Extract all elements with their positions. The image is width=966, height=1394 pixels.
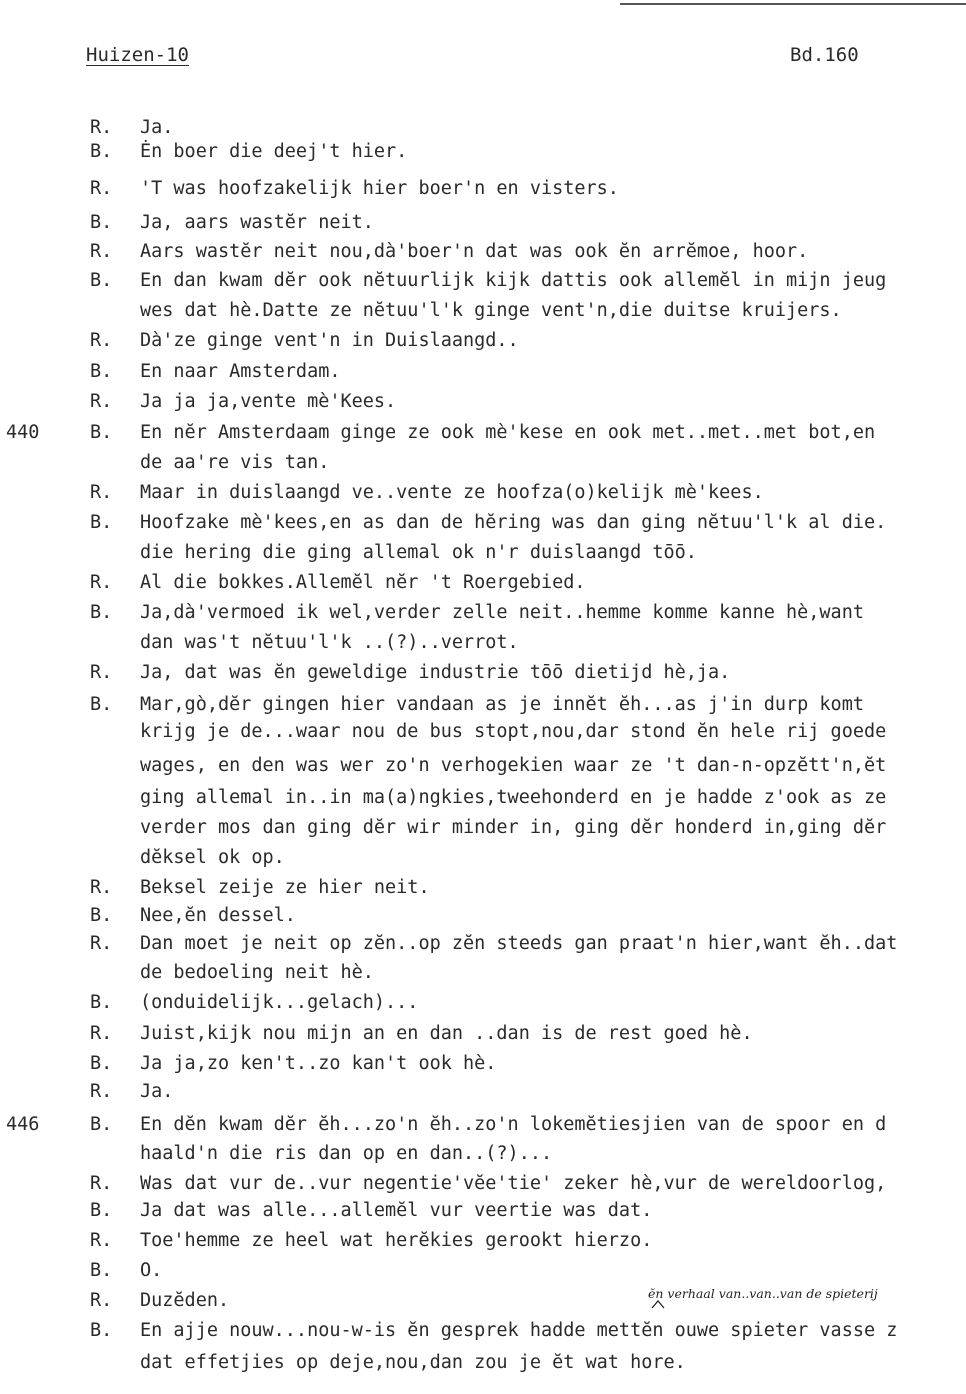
utterance-text: Ja, aars wastĕr neit. bbox=[140, 212, 374, 233]
utterance-text: Mar,gò,dĕr gingen hier vandaan as je innĕt ĕh...as j'in durp komt bbox=[140, 694, 864, 715]
speaker-label: R. bbox=[90, 1081, 113, 1102]
transcript-line bbox=[0, 694, 966, 724]
transcript-line bbox=[0, 755, 966, 785]
speaker-label: B. bbox=[90, 212, 113, 233]
transcript-line bbox=[0, 330, 966, 360]
transcript-line bbox=[0, 1143, 966, 1173]
utterance-text: Hoofzake mè'kees,en as dan de hĕring was dan ging nĕtuu'l'k al die. bbox=[140, 512, 887, 533]
utterance-text: Ja ja ja,vente mè'Kees. bbox=[140, 391, 397, 412]
utterance-text: de aa're vis tan. bbox=[140, 452, 330, 473]
page-title: Huizen-10 bbox=[86, 44, 189, 66]
transcript-line bbox=[0, 482, 966, 512]
utterance-text: Ėn boer die deej't hier. bbox=[140, 141, 408, 162]
utterance-text: Was dat vur de..vur negentie'vĕe'tie' zeker hè,vur de wereldoorlog, bbox=[140, 1173, 887, 1194]
utterance-text: En dĕn kwam dĕr ĕh...zo'n ĕh..zo'n lokemĕtiesjien van de spoor en d bbox=[140, 1114, 887, 1135]
transcript-line bbox=[0, 542, 966, 572]
line-number: 440 bbox=[6, 422, 40, 443]
speaker-label: B. bbox=[90, 905, 113, 926]
utterance-text: Dan moet je neit op zĕn..op zĕn steeds gan praat'n hier,want ĕh..dat bbox=[140, 933, 898, 954]
speaker-label: B. bbox=[90, 141, 113, 162]
speaker-label: R. bbox=[90, 241, 113, 262]
transcript-line bbox=[0, 391, 966, 421]
utterance-text: haald'n die ris dan op en dan..(?)... bbox=[140, 1143, 553, 1164]
speaker-label: R. bbox=[90, 1173, 113, 1194]
speaker-label: R. bbox=[90, 117, 113, 138]
speaker-label: R. bbox=[90, 1290, 113, 1311]
utterance-text: de bedoeling neit hè. bbox=[140, 962, 374, 983]
speaker-label: B. bbox=[90, 694, 113, 715]
handwritten-margin-note: ĕn verhaal van..van..van de spieterij bbox=[648, 1286, 878, 1301]
utterance-text: Al die bokkes.Allemĕl nĕr 't Roergebied. bbox=[140, 572, 586, 593]
transcript-line bbox=[0, 905, 966, 935]
utterance-text: wes dat hè.Datte ze nĕtuu'l'k ginge vent'n,die duitse kruijers. bbox=[140, 300, 842, 321]
utterance-text: dat effetjies op deje,nou,dan zou je ĕt wat hore. bbox=[140, 1352, 686, 1373]
transcript-line bbox=[0, 512, 966, 542]
transcript-line bbox=[0, 721, 966, 751]
transcript-line bbox=[0, 572, 966, 602]
utterance-text: Beksel zeije ze hier neit. bbox=[140, 877, 430, 898]
utterance-text: Ja dat was alle...allemĕl vur veertie was dat. bbox=[140, 1200, 653, 1221]
transcript-line bbox=[0, 422, 966, 452]
speaker-label: R. bbox=[90, 178, 113, 199]
speaker-label: B. bbox=[90, 1200, 113, 1221]
utterance-text: En ajje nouw...nou-w-is ĕn gesprek hadde mettĕn ouwe spieter vasse z bbox=[140, 1320, 898, 1341]
transcript-line bbox=[0, 632, 966, 662]
utterance-text: krijg je de...waar nou de bus stopt,nou,dar stond ĕn hele rij goede bbox=[140, 721, 887, 742]
speaker-label: R. bbox=[90, 482, 113, 503]
tape-reference: Bd.160 bbox=[790, 44, 859, 66]
utterance-text: Ja,dà'vermoed ik wel,verder zelle neit..hemme komme kanne hè,want bbox=[140, 602, 864, 623]
speaker-label: B. bbox=[90, 361, 113, 382]
speaker-label: R. bbox=[90, 877, 113, 898]
transcript-line bbox=[0, 962, 966, 992]
transcript-line bbox=[0, 933, 966, 963]
speaker-label: R. bbox=[90, 1023, 113, 1044]
utterance-text: Maar in duislaangd ve..vente ze hoofza(o)kelijk mè'kees. bbox=[140, 482, 764, 503]
transcript-line bbox=[0, 361, 966, 391]
utterance-text: Ja ja,zo ken't..zo kan't ook hè. bbox=[140, 1053, 497, 1074]
utterance-text: O. bbox=[140, 1260, 163, 1281]
utterance-text: Ja. bbox=[140, 1081, 174, 1102]
transcript-line bbox=[0, 787, 966, 817]
transcript-line bbox=[0, 1352, 966, 1382]
transcript-line bbox=[0, 1200, 966, 1230]
utterance-text: (onduidelijk...gelach)... bbox=[140, 992, 419, 1013]
utterance-text: dĕksel ok op. bbox=[140, 847, 285, 868]
utterance-text: dan was't nĕtuu'l'k ..(?)..verrot. bbox=[140, 632, 519, 653]
speaker-label: B. bbox=[90, 1320, 113, 1341]
speaker-label: B. bbox=[90, 602, 113, 623]
transcript-line bbox=[0, 602, 966, 632]
utterance-text: Ja. bbox=[140, 117, 174, 138]
speaker-label: R. bbox=[90, 933, 113, 954]
speaker-label: R. bbox=[90, 662, 113, 683]
utterance-text: En dan kwam dĕr ook nĕtuurlijk kijk dattis ook allemĕl in mijn jeug bbox=[140, 270, 887, 291]
transcript-line bbox=[0, 662, 966, 692]
utterance-text: die hering die ging allemal ok n'r duislaangd tōō. bbox=[140, 542, 697, 563]
transcript-line bbox=[0, 212, 966, 242]
utterance-text: En nĕr Amsterdaam ginge ze ook mè'kese en ook met..met..met bot,en bbox=[140, 422, 876, 443]
transcript-line bbox=[0, 241, 966, 271]
utterance-text: Nee,ĕn dessel. bbox=[140, 905, 296, 926]
speaker-label: B. bbox=[90, 512, 113, 533]
transcript-line bbox=[0, 1081, 966, 1111]
utterance-text: Toe'hemme ze heel wat herĕkies gerookt hierzo. bbox=[140, 1230, 653, 1251]
transcript-line bbox=[0, 877, 966, 907]
transcript-line bbox=[0, 452, 966, 482]
transcript-line bbox=[0, 1173, 966, 1203]
utterance-text: ging allemal in..in ma(a)ngkies,tweehonderd en je hadde z'ook as ze bbox=[140, 787, 887, 808]
transcript-line bbox=[0, 270, 966, 300]
speaker-label: R. bbox=[90, 391, 113, 412]
transcript-line bbox=[0, 141, 966, 171]
utterance-text: verder mos dan ging dĕr wir minder in, ging dĕr honderd in,ging dĕr bbox=[140, 817, 887, 838]
utterance-text: En naar Amsterdam. bbox=[140, 361, 341, 382]
speaker-label: B. bbox=[90, 1114, 113, 1135]
transcript-line bbox=[0, 847, 966, 877]
transcript-line bbox=[0, 1320, 966, 1350]
line-number: 446 bbox=[6, 1114, 40, 1135]
transcript-line bbox=[0, 992, 966, 1022]
transcript-line bbox=[0, 817, 966, 847]
utterance-text: Duzĕden. bbox=[140, 1290, 230, 1311]
utterance-text: Ja, dat was ĕn geweldige industrie tōō dietijd hè,ja. bbox=[140, 662, 731, 683]
utterance-text: wages, en den was wer zo'n verhogekien waar ze 't dan-n-opzĕtt'n,ĕt bbox=[140, 755, 887, 776]
transcript-line bbox=[0, 1114, 966, 1144]
speaker-label: B. bbox=[90, 992, 113, 1013]
speaker-label: B. bbox=[90, 1053, 113, 1074]
transcript-line bbox=[0, 1023, 966, 1053]
transcript-line bbox=[0, 1053, 966, 1083]
transcript-line bbox=[0, 300, 966, 330]
speaker-label: R. bbox=[90, 572, 113, 593]
transcript-line bbox=[0, 178, 966, 208]
speaker-label: R. bbox=[90, 1230, 113, 1251]
transcript-line bbox=[0, 1230, 966, 1260]
speaker-label: R. bbox=[90, 330, 113, 351]
utterance-text: Dà'ze ginge vent'n in Duislaangd.. bbox=[140, 330, 519, 351]
speaker-label: B. bbox=[90, 1260, 113, 1281]
utterance-text: Juist,kijk nou mijn an en dan ..dan is de rest goed hè. bbox=[140, 1023, 753, 1044]
speaker-label: B. bbox=[90, 270, 113, 291]
utterance-text: 'T was hoofzakelijk hier boer'n en visters. bbox=[140, 178, 619, 199]
utterance-text: Aars wastĕr neit nou,dà'boer'n dat was ook ĕn arrĕmoe, hoor. bbox=[140, 241, 809, 262]
top-rule bbox=[620, 3, 966, 5]
speaker-label: B. bbox=[90, 422, 113, 443]
